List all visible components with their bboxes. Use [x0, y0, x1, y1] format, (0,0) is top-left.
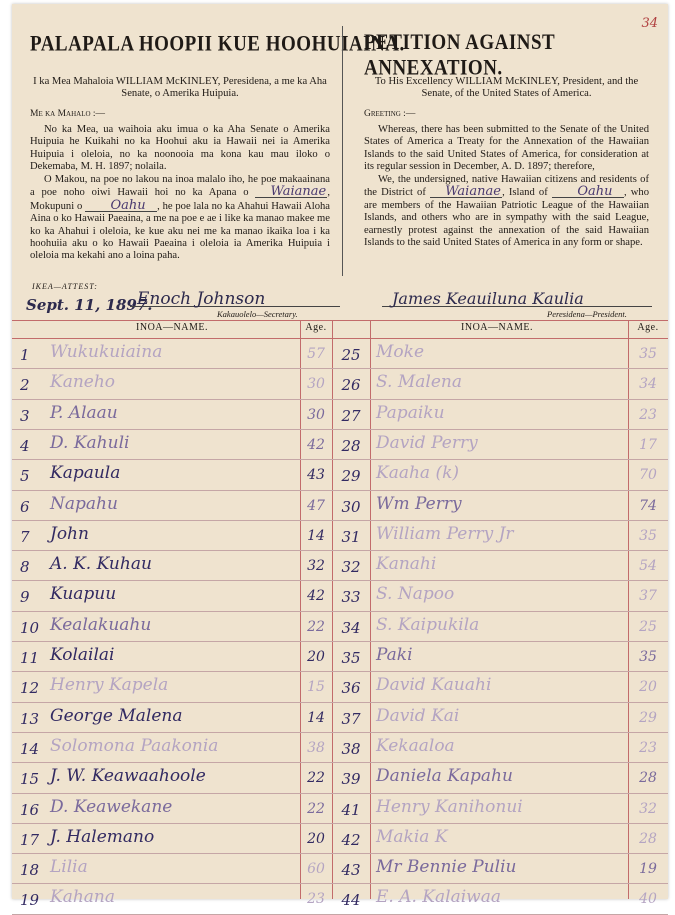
- ruled-line: [12, 611, 668, 612]
- hawaiian-paragraph-2-start: O Makou, na poe no lakou na inoa malalo iho, he poe makaainana a poe noho oiwi Hawaii hoi no ka Apana o: [30, 174, 330, 199]
- english-greeting: Greeting :—: [364, 109, 416, 119]
- left-row-number: 13: [20, 709, 40, 728]
- ruled-line: [12, 823, 668, 824]
- right-row-age: 25: [639, 618, 657, 635]
- right-row-number: 31: [341, 527, 361, 546]
- left-row-age: 14: [307, 527, 325, 544]
- hawaiian-district-field: Waianae: [255, 186, 327, 198]
- left-row-name: A. K. Kuhau: [50, 554, 152, 575]
- left-row-name: John: [50, 523, 89, 544]
- right-row-number: 37: [341, 709, 361, 728]
- column-divider: [342, 26, 343, 276]
- left-row-name: P. Alaau: [50, 402, 118, 423]
- left-row-name: D. Kahuli: [50, 432, 130, 453]
- left-row-name: J. W. Keawaahoole: [50, 766, 206, 787]
- left-row-number: 1: [20, 346, 30, 364]
- ruled-line: [12, 732, 668, 733]
- right-row-age: 28: [639, 830, 657, 847]
- right-row-name: Daniela Kapahu: [376, 766, 513, 787]
- right-row-number: 43: [341, 861, 361, 880]
- right-row-name: Kekaaloa: [376, 735, 455, 756]
- right-row-age: 23: [639, 406, 657, 423]
- left-row-number: 2: [20, 376, 30, 395]
- hawaiian-address: I ka Mea Mahaloia WILLIAM McKINLEY, Peresidena, a me ka Aha Senate, o Amerika Huipuia.: [33, 76, 327, 100]
- left-row-age: 57: [307, 346, 325, 362]
- secretary-role: Kakauolelo—Secretary.: [217, 309, 298, 319]
- left-row-number: 9: [20, 588, 30, 607]
- left-row-name: Kolailai: [50, 645, 115, 665]
- left-row-name: Napahu: [50, 493, 118, 514]
- right-row-age: 35: [639, 649, 657, 665]
- left-row-number: 18: [20, 861, 40, 880]
- left-row-age: 22: [307, 618, 325, 635]
- right-row-age: 34: [639, 376, 657, 393]
- right-row-age: 70: [639, 467, 657, 484]
- president-role: Peresidena—President.: [547, 309, 627, 319]
- left-row-name: Kahana: [50, 887, 116, 908]
- left-row-number: 15: [20, 770, 40, 789]
- right-row-age: 32: [639, 800, 657, 817]
- signature-table: [12, 320, 668, 910]
- left-row-age: 23: [307, 891, 325, 908]
- right-row-age: 19: [639, 861, 657, 878]
- left-row-age: 15: [307, 679, 325, 696]
- ruled-line: [12, 671, 668, 672]
- right-row-number: 25: [341, 346, 361, 364]
- left-row-name: Solomona Paakonia: [50, 735, 219, 756]
- table-header-rule: [12, 338, 668, 339]
- right-row-age: 17: [639, 436, 657, 453]
- hawaiian-paragraph-2: [30, 174, 330, 263]
- left-row-age: 43: [307, 467, 325, 484]
- left-row-number: 5: [20, 467, 30, 486]
- president-signature: James Keauiluna Kaulia: [392, 289, 584, 308]
- ruled-line: [12, 793, 668, 794]
- left-row-number: 7: [20, 527, 30, 546]
- left-row-age: 60: [307, 861, 325, 878]
- ruled-line: [12, 550, 668, 551]
- ruled-line: [12, 520, 668, 521]
- right-row-name: William Perry Jr: [376, 523, 514, 544]
- left-row-number: 11: [20, 649, 40, 667]
- right-row-age: 54: [639, 558, 657, 575]
- right-row-age: 35: [639, 346, 657, 362]
- petition-sheet: [12, 4, 668, 910]
- right-row-age: 20: [639, 679, 657, 696]
- english-paragraph-1: Whereas, there has been submitted to the Senate of the United States of America a Treaty for the Annexation of the Hawaiian Islands to the said United States of America, for consideration at its regular session in December, A. D. 1897; therefore,: [364, 124, 649, 173]
- left-row-name: Kapaula: [50, 463, 121, 484]
- right-row-name: Papaiku: [376, 402, 445, 423]
- left-row-age: 42: [307, 436, 325, 453]
- right-row-name: Henry Kanihonui: [376, 796, 523, 817]
- secretary-signature: Enoch Johnson: [137, 289, 266, 309]
- right-row-number: 29: [341, 467, 361, 486]
- right-row-number: 41: [341, 800, 361, 819]
- right-row-name: David Kai: [376, 705, 460, 726]
- petition-date: Sept. 11, 1897.: [26, 296, 153, 314]
- left-row-name: Kaneho: [50, 372, 116, 393]
- left-row-age: 14: [307, 709, 325, 726]
- right-row-name: E. A. Kalaiwaa: [376, 887, 501, 908]
- english-paragraph-2-mid: , Island of: [502, 187, 548, 199]
- left-row-age: 32: [307, 558, 325, 575]
- left-row-name: George Malena: [50, 705, 183, 726]
- right-row-number: 27: [341, 406, 361, 425]
- right-row-age: 40: [639, 891, 657, 908]
- right-row-age: 28: [639, 770, 657, 787]
- left-row-age: 22: [307, 770, 325, 787]
- ruled-line: [12, 429, 668, 430]
- right-row-name: Kaaha (k): [376, 463, 460, 484]
- hawaiian-paragraph-2-mid: , Mokupuni o: [30, 187, 330, 212]
- hawaiian-island-field: Oahu: [85, 200, 157, 212]
- hawaiian-paragraph-2-end: , he poe lala no ka Ahahui Hawaii Aloha Aina o ko Hawaii Paeaina, a me na poe e ae i like ka manao makee me ko ka Ahahui i oleloia, ke kue aku nei me ka manao ikaika loa i ka hoohuiia aku o ko Hawaii Paeaina i oleloia ia Amerika Huipuia i oleloia ma kekahi ano a loina paha.: [30, 200, 330, 262]
- right-row-number: 28: [341, 436, 361, 455]
- left-row-age: 47: [307, 497, 325, 514]
- english-address: To His Excellency WILLIAM McKINLEY, President, and the Senate, of the United States of America.: [374, 76, 639, 100]
- left-row-number: 8: [20, 558, 30, 577]
- right-row-name: David Perry: [376, 432, 478, 453]
- right-row-name: S. Kaipukila: [376, 614, 480, 635]
- right-row-number: 32: [341, 558, 361, 577]
- left-row-age: 38: [307, 739, 325, 756]
- right-row-name: S. Malena: [376, 372, 462, 393]
- left-row-number: 6: [20, 497, 30, 516]
- english-paragraph-2-end: , who are members of the Hawaiian Patriotic League of the Hawaiian Islands, and others who are in sympathy with the said League, earnestly protest against the annexation of the said Hawaiian Islands to the said United States of America in any form or shape.: [364, 187, 649, 249]
- hawaiian-greeting: Me ka Mahalo :—: [30, 109, 106, 119]
- ruled-line: [12, 399, 668, 400]
- attest-label: IKEA—ATTEST:: [32, 282, 98, 291]
- left-row-name: Wukukuiaina: [50, 342, 163, 362]
- left-row-number: 17: [20, 830, 40, 849]
- right-row-age: 29: [639, 709, 657, 726]
- ruled-line: [12, 641, 668, 642]
- left-row-age: 20: [307, 830, 325, 847]
- ruled-line: [12, 853, 668, 854]
- right-row-number: 36: [341, 679, 361, 698]
- hawaiian-title: PALAPALA HOOPII KUE HOOHUIAINA.: [30, 32, 405, 57]
- right-name-column-rule: [370, 320, 371, 899]
- left-name-header: INOA—NAME.: [136, 322, 208, 333]
- english-paragraph-2-start: We, the undersigned, native Hawaiian citizens and residents of the District of: [364, 174, 649, 199]
- left-row-age: 30: [307, 376, 325, 393]
- left-row-age: 20: [307, 649, 325, 665]
- ruled-line: [12, 368, 668, 369]
- right-row-number: 38: [341, 739, 361, 758]
- left-row-name: Lilia: [50, 857, 88, 878]
- ruled-line: [12, 580, 668, 581]
- table-top-rule: [12, 320, 668, 321]
- right-row-name: Moke: [376, 342, 425, 362]
- left-row-age: 42: [307, 588, 325, 605]
- ruled-line: [12, 702, 668, 703]
- ruled-line: [12, 459, 668, 460]
- right-row-number: 42: [341, 830, 361, 849]
- left-row-age: 30: [307, 406, 325, 423]
- left-row-number: 4: [20, 436, 30, 455]
- right-name-header: INOA—NAME.: [461, 322, 533, 333]
- right-row-name: Makia K: [376, 826, 448, 847]
- english-title: PETITION AGAINST ANNEXATION.: [364, 30, 555, 81]
- right-row-number: 30: [341, 497, 361, 516]
- right-row-number: 44: [341, 891, 361, 910]
- right-row-name: Wm Perry: [376, 493, 462, 514]
- left-age-header: Age.: [305, 322, 327, 333]
- left-row-number: 3: [20, 406, 30, 425]
- left-row-name: Kealakuahu: [50, 614, 152, 635]
- left-row-number: 19: [20, 891, 40, 910]
- right-row-number: 26: [341, 376, 361, 395]
- right-row-number: 39: [341, 770, 361, 789]
- right-row-age: 37: [639, 588, 657, 605]
- left-row-age: 22: [307, 800, 325, 817]
- right-row-name: S. Napoo: [376, 584, 455, 605]
- right-row-name: Kanahi: [376, 554, 437, 575]
- right-row-name: Paki: [376, 645, 413, 665]
- right-row-number: 33: [341, 588, 361, 607]
- right-row-number: 35: [341, 649, 361, 667]
- right-row-age: 23: [639, 739, 657, 756]
- left-row-name: D. Keawekane: [50, 796, 173, 817]
- right-age-header: Age.: [637, 322, 659, 333]
- ruled-line: [12, 490, 668, 491]
- right-row-name: David Kauahi: [376, 675, 492, 696]
- hawaiian-paragraph-1: No ka Mea, ua waihoia aku imua o ka Aha Senate o Amerika Huipuia he Kuikahi no ka Hoohui aku ia Hawaii nei ia Amerika Huipuia i oleloia, no ka noonooia ma kona kau mau iloko o Dekemaba, M. H. 1897; nolaila.: [30, 124, 330, 173]
- center-number-column-rule: [332, 320, 333, 899]
- left-row-name: Kuapuu: [50, 584, 117, 605]
- left-row-name: J. Halemano: [50, 826, 155, 847]
- english-island-field: Oahu: [552, 186, 624, 198]
- left-row-number: 16: [20, 800, 40, 819]
- left-row-number: 14: [20, 739, 40, 758]
- right-row-age: 35: [639, 527, 657, 544]
- right-row-age: 74: [639, 497, 657, 514]
- left-row-number: 10: [20, 618, 40, 637]
- right-row-name: Mr Bennie Puliu: [376, 857, 517, 878]
- page-number: 34: [641, 16, 658, 31]
- ruled-line: [12, 883, 668, 884]
- left-row-number: 12: [20, 679, 40, 698]
- right-row-number: 34: [341, 618, 361, 637]
- left-row-name: Henry Kapela: [50, 675, 169, 696]
- english-paragraph-2: [364, 174, 649, 249]
- ruled-line: [12, 762, 668, 763]
- english-district-field: Waianae: [430, 186, 502, 198]
